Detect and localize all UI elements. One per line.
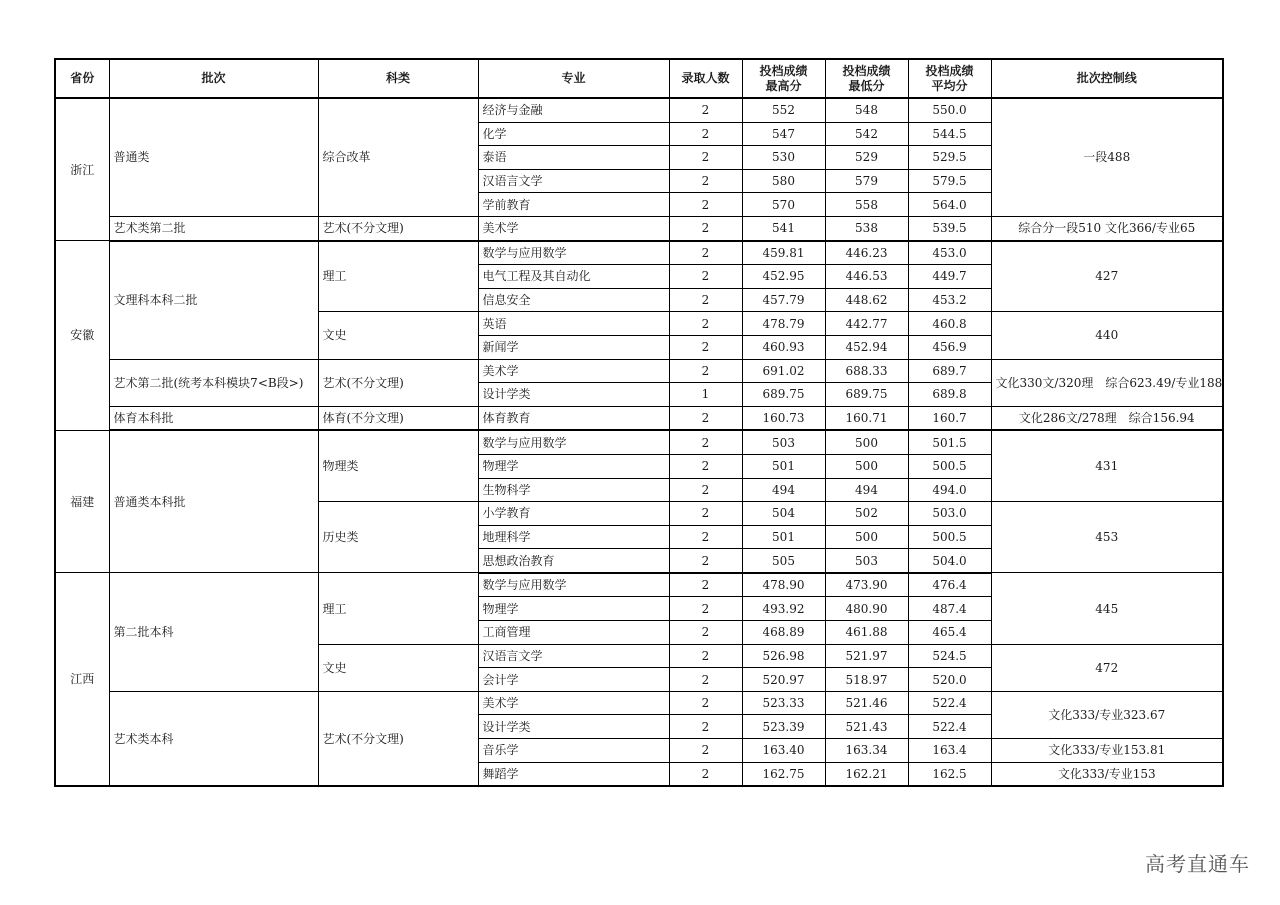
avg-score-cell: 500.5 [908, 525, 991, 549]
header-min-line2: 最低分 [848, 78, 885, 93]
avg-score-cell: 456.9 [908, 335, 991, 359]
batch-cell: 文理科本科二批 [109, 241, 318, 359]
header-max-line1: 投档成绩 [759, 63, 808, 78]
max-score-cell: 523.39 [742, 715, 825, 739]
admitted-cell: 2 [669, 122, 742, 146]
admitted-cell: 2 [669, 359, 742, 383]
avg-score-cell: 544.5 [908, 122, 991, 146]
table-row [55, 406, 1223, 430]
control-line-cell: 445 [991, 573, 1223, 644]
max-score-cell: 478.79 [742, 312, 825, 336]
admission-scores-table [54, 58, 1224, 787]
avg-score-cell: 550.0 [908, 98, 991, 122]
admitted-cell: 2 [669, 739, 742, 763]
major-cell: 舞蹈学 [478, 762, 669, 786]
avg-score-cell: 503.0 [908, 502, 991, 526]
header-avg-line1: 投档成绩 [925, 63, 974, 78]
province-cell: 浙江 [55, 98, 109, 241]
admitted-cell: 2 [669, 597, 742, 621]
max-score-cell: 520.97 [742, 668, 825, 692]
admitted-cell: 2 [669, 478, 742, 502]
admitted-cell: 2 [669, 691, 742, 715]
admitted-cell: 2 [669, 288, 742, 312]
max-score-cell: 505 [742, 549, 825, 573]
max-score-cell: 523.33 [742, 691, 825, 715]
header-subject: 科类 [318, 59, 478, 98]
subject-cell: 体育(不分文理) [318, 406, 478, 430]
major-cell: 会计学 [478, 668, 669, 692]
major-cell: 思想政治教育 [478, 549, 669, 573]
header-min-score [825, 59, 908, 98]
max-score-cell: 691.02 [742, 359, 825, 383]
table-row [55, 216, 1223, 240]
min-score-cell: 446.53 [825, 265, 908, 289]
avg-score-cell: 163.4 [908, 739, 991, 763]
admitted-cell: 2 [669, 241, 742, 265]
min-score-cell: 518.97 [825, 668, 908, 692]
min-score-cell: 503 [825, 549, 908, 573]
max-score-cell: 452.95 [742, 265, 825, 289]
min-score-cell: 529 [825, 146, 908, 170]
min-score-cell: 480.90 [825, 597, 908, 621]
control-line-cell: 综合分一段510 文化366/专业65 [991, 216, 1223, 240]
header-avg-score [908, 59, 991, 98]
min-score-cell: 160.71 [825, 406, 908, 430]
major-cell: 物理学 [478, 454, 669, 478]
subject-cell: 物理类 [318, 430, 478, 501]
min-score-cell: 688.33 [825, 359, 908, 383]
header-major: 专业 [478, 59, 669, 98]
major-cell: 经济与金融 [478, 98, 669, 122]
avg-score-cell: 160.7 [908, 406, 991, 430]
avg-score-cell: 504.0 [908, 549, 991, 573]
major-cell: 数学与应用数学 [478, 430, 669, 454]
table-header-row [55, 59, 1223, 98]
admitted-cell: 2 [669, 502, 742, 526]
admitted-cell: 2 [669, 146, 742, 170]
max-score-cell: 580 [742, 169, 825, 193]
major-cell: 生物科学 [478, 478, 669, 502]
header-max-score [742, 59, 825, 98]
max-score-cell: 460.93 [742, 335, 825, 359]
major-cell: 美术学 [478, 216, 669, 240]
province-cell: 福建 [55, 430, 109, 573]
subject-cell: 文史 [318, 644, 478, 691]
avg-score-cell: 522.4 [908, 715, 991, 739]
max-score-cell: 160.73 [742, 406, 825, 430]
min-score-cell: 500 [825, 454, 908, 478]
batch-cell: 普通类 [109, 98, 318, 216]
min-score-cell: 538 [825, 216, 908, 240]
max-score-cell: 459.81 [742, 241, 825, 265]
major-cell: 汉语言文学 [478, 169, 669, 193]
admitted-cell: 2 [669, 668, 742, 692]
major-cell: 电气工程及其自动化 [478, 265, 669, 289]
subject-cell: 艺术(不分文理) [318, 691, 478, 786]
min-score-cell: 521.97 [825, 644, 908, 668]
max-score-cell: 530 [742, 146, 825, 170]
admitted-cell: 2 [669, 549, 742, 573]
table-row [55, 359, 1223, 383]
max-score-cell: 570 [742, 193, 825, 217]
header-control-line: 批次控制线 [991, 59, 1223, 98]
max-score-cell: 541 [742, 216, 825, 240]
province-cell: 安徽 [55, 241, 109, 431]
admitted-cell: 2 [669, 762, 742, 786]
admitted-cell: 2 [669, 169, 742, 193]
avg-score-cell: 579.5 [908, 169, 991, 193]
min-score-cell: 521.43 [825, 715, 908, 739]
control-line-cell: 431 [991, 430, 1223, 501]
major-cell: 设计学类 [478, 383, 669, 407]
max-score-cell: 478.90 [742, 573, 825, 597]
major-cell: 数学与应用数学 [478, 241, 669, 265]
control-line-cell: 文化333/专业323.67 [991, 691, 1223, 738]
avg-score-cell: 494.0 [908, 478, 991, 502]
max-score-cell: 689.75 [742, 383, 825, 407]
admitted-cell: 2 [669, 644, 742, 668]
subject-cell: 理工 [318, 241, 478, 312]
major-cell: 小学教育 [478, 502, 669, 526]
admitted-cell: 2 [669, 335, 742, 359]
max-score-cell: 457.79 [742, 288, 825, 312]
max-score-cell: 493.92 [742, 597, 825, 621]
subject-cell: 文史 [318, 312, 478, 359]
major-cell: 美术学 [478, 359, 669, 383]
table-row [55, 241, 1223, 265]
header-admitted: 录取人数 [669, 59, 742, 98]
min-score-cell: 494 [825, 478, 908, 502]
max-score-cell: 526.98 [742, 644, 825, 668]
avg-score-cell: 529.5 [908, 146, 991, 170]
min-score-cell: 579 [825, 169, 908, 193]
avg-score-cell: 524.5 [908, 644, 991, 668]
table-row [55, 691, 1223, 715]
max-score-cell: 503 [742, 430, 825, 454]
major-cell: 泰语 [478, 146, 669, 170]
major-cell: 新闻学 [478, 335, 669, 359]
min-score-cell: 163.34 [825, 739, 908, 763]
subject-cell: 艺术(不分文理) [318, 216, 478, 240]
max-score-cell: 504 [742, 502, 825, 526]
control-line-cell: 文化286文/278理 综合156.94 [991, 406, 1223, 430]
major-cell: 工商管理 [478, 621, 669, 645]
subject-cell: 理工 [318, 573, 478, 644]
admitted-cell: 2 [669, 98, 742, 122]
batch-cell: 体育本科批 [109, 406, 318, 430]
batch-cell: 艺术类本科 [109, 691, 318, 786]
subject-cell: 综合改革 [318, 98, 478, 216]
watermark-text: 高考直通车 [1145, 852, 1250, 876]
avg-score-cell: 689.8 [908, 383, 991, 407]
min-score-cell: 500 [825, 430, 908, 454]
min-score-cell: 448.62 [825, 288, 908, 312]
batch-cell: 艺术第二批(统考本科模块7<B段>) [109, 359, 318, 406]
admitted-cell: 2 [669, 216, 742, 240]
admitted-cell: 2 [669, 573, 742, 597]
major-cell: 汉语言文学 [478, 644, 669, 668]
major-cell: 学前教育 [478, 193, 669, 217]
admitted-cell: 2 [669, 715, 742, 739]
table-row [55, 430, 1223, 454]
control-line-cell: 文化330文/320理 综合623.49/专业188 [991, 359, 1223, 406]
avg-score-cell: 487.4 [908, 597, 991, 621]
batch-cell: 普通类本科批 [109, 430, 318, 573]
admitted-cell: 2 [669, 193, 742, 217]
min-score-cell: 442.77 [825, 312, 908, 336]
header-province: 省份 [55, 59, 109, 98]
avg-score-cell: 689.7 [908, 359, 991, 383]
batch-cell: 第二批本科 [109, 573, 318, 691]
min-score-cell: 521.46 [825, 691, 908, 715]
min-score-cell: 461.88 [825, 621, 908, 645]
major-cell: 地理科学 [478, 525, 669, 549]
admitted-cell: 2 [669, 265, 742, 289]
max-score-cell: 501 [742, 454, 825, 478]
max-score-cell: 162.75 [742, 762, 825, 786]
major-cell: 英语 [478, 312, 669, 336]
admitted-cell: 1 [669, 383, 742, 407]
avg-score-cell: 453.2 [908, 288, 991, 312]
avg-score-cell: 539.5 [908, 216, 991, 240]
avg-score-cell: 564.0 [908, 193, 991, 217]
subject-cell: 历史类 [318, 502, 478, 573]
max-score-cell: 552 [742, 98, 825, 122]
table-row [55, 98, 1223, 122]
control-line-cell: 453 [991, 502, 1223, 573]
admitted-cell: 2 [669, 312, 742, 336]
major-cell: 物理学 [478, 597, 669, 621]
table-row [55, 573, 1223, 597]
admitted-cell: 2 [669, 525, 742, 549]
control-line-cell: 文化333/专业153.81 [991, 739, 1223, 763]
avg-score-cell: 453.0 [908, 241, 991, 265]
major-cell: 数学与应用数学 [478, 573, 669, 597]
major-cell: 美术学 [478, 691, 669, 715]
max-score-cell: 547 [742, 122, 825, 146]
subject-cell: 艺术(不分文理) [318, 359, 478, 406]
control-line-cell: 一段488 [991, 98, 1223, 216]
min-score-cell: 689.75 [825, 383, 908, 407]
avg-score-cell: 520.0 [908, 668, 991, 692]
header-avg-line2: 平均分 [931, 78, 968, 93]
avg-score-cell: 500.5 [908, 454, 991, 478]
avg-score-cell: 465.4 [908, 621, 991, 645]
max-score-cell: 468.89 [742, 621, 825, 645]
max-score-cell: 163.40 [742, 739, 825, 763]
avg-score-cell: 460.8 [908, 312, 991, 336]
batch-cell: 艺术类第二批 [109, 216, 318, 240]
min-score-cell: 446.23 [825, 241, 908, 265]
major-cell: 信息安全 [478, 288, 669, 312]
max-score-cell: 501 [742, 525, 825, 549]
admitted-cell: 2 [669, 430, 742, 454]
min-score-cell: 452.94 [825, 335, 908, 359]
min-score-cell: 500 [825, 525, 908, 549]
control-line-cell: 472 [991, 644, 1223, 691]
admitted-cell: 2 [669, 621, 742, 645]
major-cell: 化学 [478, 122, 669, 146]
control-line-cell: 440 [991, 312, 1223, 359]
min-score-cell: 162.21 [825, 762, 908, 786]
header-max-line2: 最高分 [765, 78, 802, 93]
min-score-cell: 548 [825, 98, 908, 122]
major-cell: 体育教育 [478, 406, 669, 430]
min-score-cell: 473.90 [825, 573, 908, 597]
min-score-cell: 502 [825, 502, 908, 526]
major-cell: 音乐学 [478, 739, 669, 763]
major-cell: 设计学类 [478, 715, 669, 739]
province-cell: 江西 [55, 573, 109, 786]
header-min-line1: 投档成绩 [842, 63, 891, 78]
header-batch: 批次 [109, 59, 318, 98]
max-score-cell: 494 [742, 478, 825, 502]
avg-score-cell: 522.4 [908, 691, 991, 715]
min-score-cell: 558 [825, 193, 908, 217]
avg-score-cell: 501.5 [908, 430, 991, 454]
admitted-cell: 2 [669, 454, 742, 478]
avg-score-cell: 162.5 [908, 762, 991, 786]
admitted-cell: 2 [669, 406, 742, 430]
control-line-cell: 文化333/专业153 [991, 762, 1223, 786]
avg-score-cell: 476.4 [908, 573, 991, 597]
min-score-cell: 542 [825, 122, 908, 146]
avg-score-cell: 449.7 [908, 265, 991, 289]
control-line-cell: 427 [991, 241, 1223, 312]
